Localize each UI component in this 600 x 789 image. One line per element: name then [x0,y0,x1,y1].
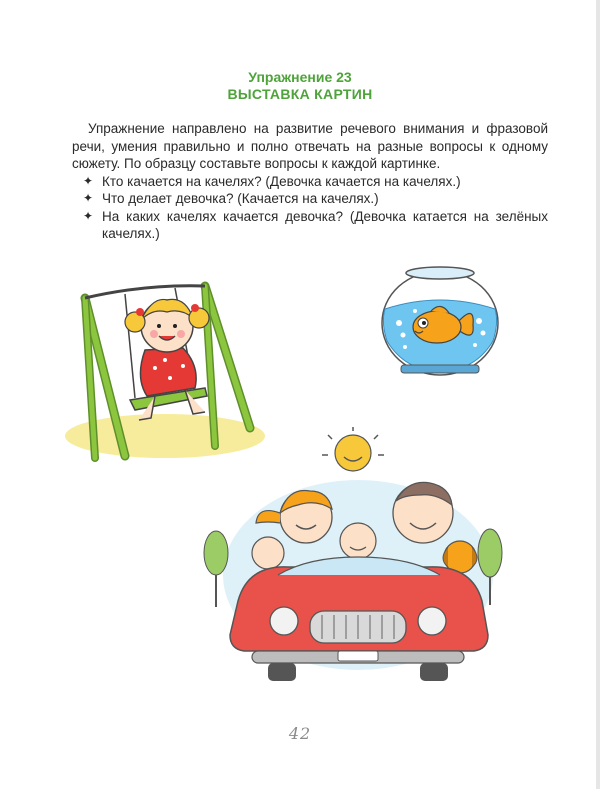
exercise-number: Упражнение 23 [248,69,352,85]
family-car-illustration [198,425,518,687]
question-list [72,173,548,243]
question-text: Кто качается на качелях? (Девочка качается на качелях.) [102,173,461,189]
question-item [72,173,548,191]
page-number: 42 [288,724,312,743]
exercise-body [72,120,548,243]
star-bullet-icon: ✦ [83,208,94,223]
question-text: Что делает девочка? (Качается на качелях.) [102,191,379,206]
question-item [72,190,548,208]
question-text: На каких качелях качается девочка? (Девочка катается на зелёных качелях.) [102,208,548,241]
star-bullet-icon: ✦ [83,173,94,188]
page-edge [596,0,600,789]
star-bullet-icon: ✦ [83,191,94,205]
intro-paragraph: Упражнение направлено на развитие речевого внимания и фразовой речи, умения правильно и полно отвечать на разные вопросы к одному сюжету. По образцу составьте вопросы к каждой картинке. [72,121,548,171]
goldfish-bowl-illustration [375,263,505,379]
question-item [72,208,548,243]
exercise-title: ВЫСТАВКА КАРТИН [227,86,373,102]
exercise-heading [0,69,600,103]
